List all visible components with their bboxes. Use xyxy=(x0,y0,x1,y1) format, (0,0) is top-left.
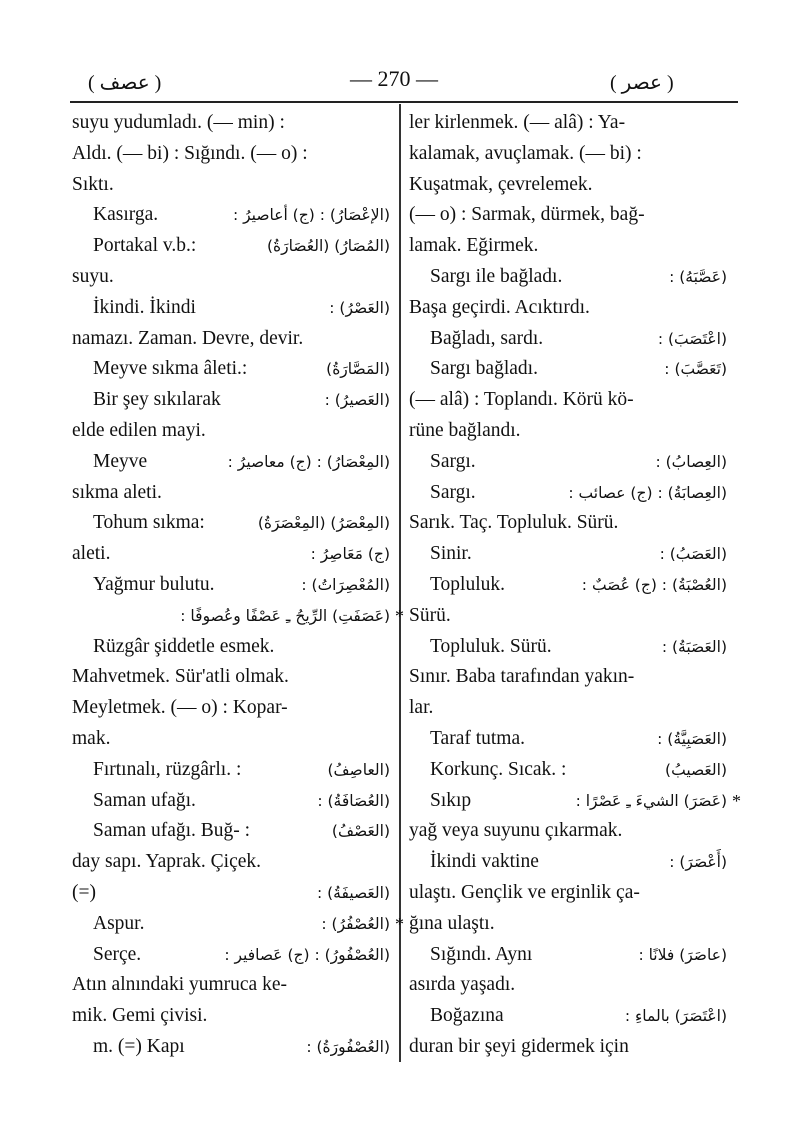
arabic-headword: (المَصَّارَةُ) xyxy=(326,360,390,379)
dictionary-line xyxy=(72,909,404,940)
dictionary-line xyxy=(72,262,390,293)
line-text: Aldı. (— bi) : Sığındı. (— o) : xyxy=(72,142,308,164)
line-text: ler kirlenmek. (— alâ) : Ya- xyxy=(409,112,626,133)
arabic-headword: (العَصيبُ) xyxy=(665,760,727,779)
arabic-headword: (العُصَافَةُ) : xyxy=(317,791,390,810)
entry-star-marker: * xyxy=(732,790,741,811)
line-text: aleti. xyxy=(72,543,111,565)
entry-star-marker: * xyxy=(395,605,404,626)
line-text: Serçe. xyxy=(93,943,142,965)
line-text: (— alâ) : Toplandı. Körü kö- xyxy=(409,389,634,411)
line-text: Meyve sıkma âleti.: xyxy=(93,358,248,380)
line-text: lamak. Eğirmek. xyxy=(409,235,539,257)
arabic-headword: (العَصيرُ) : xyxy=(324,391,390,410)
dictionary-line xyxy=(72,570,390,601)
line-text: Kasırga. xyxy=(93,204,159,226)
line-text: Bir şey sıkılarak xyxy=(93,389,221,411)
line-text: Sürü. xyxy=(409,604,451,626)
arabic-headword: (العُصْبَةُ) : (ج) عُصَبٌ : xyxy=(581,575,727,594)
line-text: Boğazına xyxy=(430,1005,504,1027)
arabic-headword: (الإعْصَارُ) : (ج) أعاصيرُ : xyxy=(232,206,390,225)
arabic-headword: (عَصَّبَهُ) : xyxy=(669,267,727,286)
dictionary-line xyxy=(409,632,727,663)
line-text: Fırtınalı, rüzgârlı. : xyxy=(93,758,242,780)
right-column xyxy=(409,108,741,1063)
dictionary-line xyxy=(409,293,727,324)
line-text: namazı. Zaman. Devre, devir. xyxy=(72,327,304,349)
dictionary-line xyxy=(72,786,390,817)
dictionary-line xyxy=(72,108,390,139)
line-text: m. (=) Kapı xyxy=(93,1035,185,1057)
dictionary-line xyxy=(409,508,727,539)
arabic-headword: (العَصَبِيَّةُ) : xyxy=(657,729,727,748)
line-text: Atın alnındaki yumruca ke- xyxy=(72,974,287,996)
line-text: mak. xyxy=(72,727,111,749)
line-text: Portakal v.b.: xyxy=(93,235,197,257)
dictionary-line xyxy=(72,632,390,663)
dictionary-line xyxy=(409,662,727,693)
dictionary-line xyxy=(72,170,390,201)
line-text: Taraf tutma. xyxy=(430,727,526,749)
dictionary-line xyxy=(72,200,390,231)
dictionary-line xyxy=(409,416,727,447)
line-text: rüne bağlandı. xyxy=(409,419,521,441)
page-number: — 270 — xyxy=(350,66,438,91)
arabic-headword: (العَصَبَةُ) : xyxy=(661,637,727,656)
dictionary-line xyxy=(409,478,727,509)
header-rule xyxy=(70,101,738,103)
dictionary-line xyxy=(409,724,727,755)
dictionary-line xyxy=(72,816,390,847)
dictionary-line xyxy=(409,1001,727,1032)
line-text: Mahvetmek. Sür'atli olmak. xyxy=(72,666,289,688)
arabic-headword: (اعْتَصَرَ) بالماءِ : xyxy=(624,1007,727,1026)
dictionary-line xyxy=(72,940,390,971)
line-text: Sınır. Baba tarafından yakın- xyxy=(409,666,635,688)
arabic-headword: (العُصْفُرُ) : xyxy=(321,914,390,933)
line-text: ğına ulaştı. xyxy=(409,912,495,934)
line-text: Yağmur bulutu. xyxy=(93,573,215,595)
arabic-headword: (عاصَرَ) فلانًا : xyxy=(638,945,727,964)
dictionary-line xyxy=(409,200,727,231)
left-column xyxy=(72,108,404,1063)
arabic-headword: (عَصَفَتِ) الرِّيحُ ـِ عَصْفًا وعُصوفًا : xyxy=(180,606,390,625)
arabic-headword: (المُعْصِرَاتُ) : xyxy=(301,575,390,594)
arabic-headword: (العاصِفُ) xyxy=(327,760,390,779)
dictionary-line xyxy=(409,108,727,139)
arabic-headword: (أَعْصَرَ) : xyxy=(669,853,727,872)
line-text: asırda yaşadı. xyxy=(409,974,516,996)
arabic-headword: (العَصْفُ) xyxy=(331,822,390,841)
arabic-headword: (العِصابُ) : xyxy=(655,452,727,471)
dictionary-line xyxy=(409,170,727,201)
arabic-headword: (المُصَارُ) (العُصَارَةُ) xyxy=(266,237,390,256)
line-text: lar. xyxy=(409,697,434,719)
line-text: elde edilen mayi. xyxy=(72,419,206,441)
dictionary-line xyxy=(409,324,727,355)
line-text: Sargı ile bağladı. xyxy=(430,265,563,287)
dictionary-line xyxy=(409,231,727,262)
dictionary-line xyxy=(409,139,727,170)
dictionary-line xyxy=(409,570,727,601)
dictionary-line xyxy=(72,416,390,447)
line-text: mik. Gemi çivisi. xyxy=(72,1005,208,1027)
dictionary-line xyxy=(409,385,727,416)
line-text: Sıktı. xyxy=(72,173,114,195)
arabic-headword: (العِصابَةُ) : (ج) عصائب : xyxy=(568,483,727,502)
arabic-headword: (تَعَصَّبَ) : xyxy=(664,360,727,379)
dictionary-line xyxy=(72,693,390,724)
arabic-headword: (اعْتَصَبَ) : xyxy=(657,329,727,348)
line-text: Başa geçirdi. Acıktırdı. xyxy=(409,296,590,318)
line-text: suyu. xyxy=(72,265,114,287)
line-text: Aspur. xyxy=(93,912,145,934)
dictionary-line xyxy=(72,354,390,385)
line-text: sıkma aleti. xyxy=(72,481,162,503)
line-text: duran bir şeyi gidermek için xyxy=(409,1035,629,1057)
dictionary-line xyxy=(409,539,727,570)
dictionary-line xyxy=(72,847,390,878)
arabic-headword: (العَصَبُ) : xyxy=(659,545,727,564)
line-text: Bağladı, sardı. xyxy=(430,327,544,349)
dictionary-line xyxy=(409,786,741,817)
line-text: Meyletmek. (— o) : Kopar- xyxy=(72,697,288,719)
line-text: Sargı. xyxy=(430,481,476,503)
line-text: suyu yudumladı. (— min) : xyxy=(72,112,285,133)
line-text: Saman ufağı. xyxy=(93,789,196,811)
dictionary-line xyxy=(409,847,727,878)
line-text: Tohum sıkma: xyxy=(93,512,205,534)
line-text: kalamak, avuçlamak. (— bi) : xyxy=(409,142,642,164)
line-text: day sapı. Yaprak. Çiçek. xyxy=(72,851,262,873)
dictionary-line xyxy=(72,139,390,170)
line-text: Sığındı. Aynı xyxy=(430,943,533,965)
dictionary-line xyxy=(72,508,390,539)
line-text: Korkunç. Sıcak. : xyxy=(430,758,567,780)
dictionary-line xyxy=(409,970,727,1001)
page-header xyxy=(0,66,798,100)
arabic-headword: (المِعْصَرُ) (المِعْصَرَةُ) xyxy=(257,514,390,533)
dictionary-line xyxy=(72,1001,390,1032)
dictionary-line xyxy=(409,878,727,909)
arabic-headword: (المِعْصَارُ) : (ج) معاصيرُ : xyxy=(227,452,390,471)
line-text: Sarık. Taç. Topluluk. Sürü. xyxy=(409,512,619,534)
line-text: (=) xyxy=(72,881,96,903)
line-text: Sinir. xyxy=(430,543,472,565)
dictionary-line xyxy=(72,385,390,416)
dictionary-line xyxy=(72,878,390,909)
line-text: Sargı bağladı. xyxy=(430,358,538,380)
dictionary-line xyxy=(72,293,390,324)
dictionary-line xyxy=(409,354,727,385)
dictionary-line xyxy=(72,1032,390,1063)
line-text: ulaştı. Gençlik ve erginlik ça- xyxy=(409,881,640,903)
dictionary-line xyxy=(72,447,390,478)
dictionary-line xyxy=(409,755,727,786)
line-text: Topluluk. Sürü. xyxy=(430,635,552,657)
dictionary-line xyxy=(72,539,390,570)
dictionary-line xyxy=(409,262,727,293)
line-text: Topluluk. xyxy=(430,573,506,595)
arabic-headword: (العُصْفُورُ) : (ج) عَصافير : xyxy=(224,945,390,964)
dictionary-line xyxy=(409,447,727,478)
line-text: Saman ufağı. Buğ- : xyxy=(93,820,251,842)
dictionary-line xyxy=(72,724,390,755)
arabic-headword: (عَصَرَ) الشيءَ ـِ عَصْرًا : xyxy=(575,791,727,810)
dictionary-line xyxy=(409,1032,727,1063)
arabic-headword: (العَصيفَةُ) : xyxy=(316,883,390,902)
dictionary-line xyxy=(72,970,390,1001)
arabic-headword: (العُصْفُورَةُ) : xyxy=(306,1037,390,1056)
dictionary-line xyxy=(72,324,390,355)
dictionary-line xyxy=(409,940,727,971)
dictionary-line xyxy=(72,662,390,693)
entry-star-marker: * xyxy=(395,913,404,934)
line-text: yağ veya suyunu çıkarmak. xyxy=(409,820,623,842)
dictionary-line xyxy=(72,601,404,632)
arabic-headword: (العَصْرُ) : xyxy=(329,298,390,317)
line-text: Kuşatmak, çevrelemek. xyxy=(409,173,593,195)
dictionary-line xyxy=(72,478,390,509)
line-text: Rüzgâr şiddetle esmek. xyxy=(93,635,275,657)
dictionary-line xyxy=(409,909,727,940)
dictionary-line xyxy=(409,601,727,632)
line-text: İkindi. İkindi xyxy=(93,296,196,318)
line-text: Sıkıp xyxy=(430,789,472,811)
dictionary-line xyxy=(409,693,727,724)
header-left-guide-word: ( عصف ) xyxy=(88,72,162,94)
dictionary-line xyxy=(409,816,727,847)
dictionary-line xyxy=(72,231,390,262)
header-right-guide-word: ( عصر ) xyxy=(610,72,674,94)
arabic-headword: (ج) مَعَاصِرُ : xyxy=(310,545,390,564)
line-text: Sargı. xyxy=(430,450,476,472)
line-text: İkindi vaktine xyxy=(430,851,539,873)
line-text: Meyve xyxy=(93,450,148,472)
dictionary-line xyxy=(72,755,390,786)
line-text: (— o) : Sarmak, dürmek, bağ- xyxy=(409,204,645,226)
